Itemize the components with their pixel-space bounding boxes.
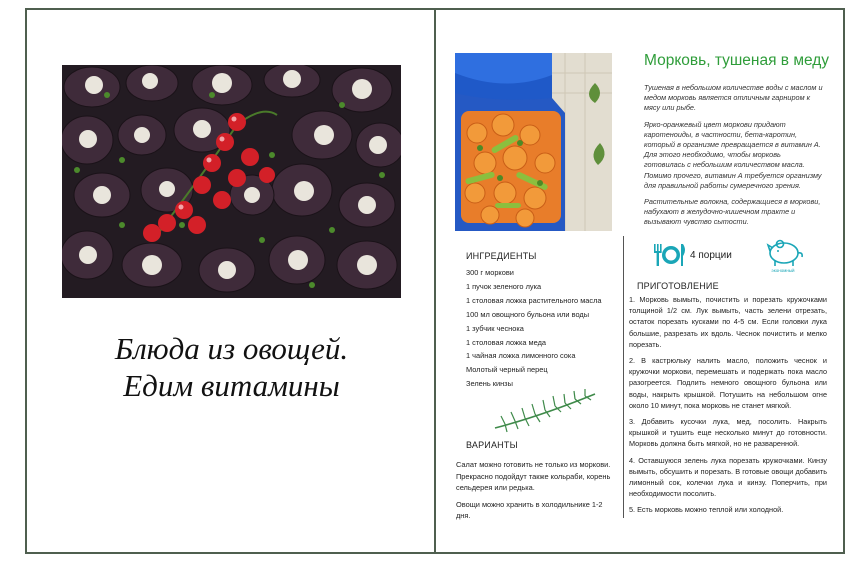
preparation-step: 2. В кастрюльку налить масло, положить чеснок и кружочки моркови, перемешать и подержать пока масло разогреется. Подлить немного овощного бульона или воды, накрыть крышкой. Потушить на небольшом огне около 10 минут, пока морковь не станет мягкой. <box>629 356 827 410</box>
cutlery-plate-icon <box>652 241 688 269</box>
variants-heading: ВАРИАНТЫ <box>466 440 518 450</box>
ingredient-item: 1 пучок зеленого лука <box>466 281 542 291</box>
preparation-step: 1. Морковь вымыть, почистить и порезать кружочками толщиной 1/2 см. Лук вымыть, часть зелени отрезать, остаток порезать кусками по 4-5 см. Если головки лука большие, разрезать их вдоль. Чеснок почистить и мелко порезать. <box>629 295 827 349</box>
variants-paragraph: Овощи можно хранить в холодильнике 1-2 дня. <box>456 499 603 521</box>
ingredients-heading: ИНГРЕДИЕНТЫ <box>466 251 537 261</box>
piggy-bank-icon <box>760 236 806 274</box>
ingredient-item: 1 столовая ложка растительного масла <box>466 295 602 305</box>
preparation-steps <box>629 294 827 521</box>
intro-paragraph: Растительные волокна, содержащиеся в моркови, набухают в желудочно-кишечном тракте и вызывают чувство сытости. <box>644 197 821 227</box>
cover-title-line-2: Едим витамины <box>123 368 340 403</box>
preparation-step: 5. Есть морковь можно теплой или холодной. <box>629 505 784 515</box>
recipe-title: Морковь, тушеная в меду <box>644 52 830 69</box>
eggplant-with-cheese-and-tomatoes-photo <box>62 65 401 298</box>
ingredient-item: 1 чайная ложка лимонного сока <box>466 351 576 361</box>
cover-title <box>62 330 401 404</box>
preparation-heading: ПРИГОТОВЛЕНИЕ <box>637 281 719 291</box>
ingredient-item: 100 мл овощного бульона или воды <box>466 309 590 319</box>
preparation-step: 3. Добавить кусочки лука, мед, посолить. Накрыть крышкой и тушить еще несколько минут до готовности. Морковь должна быть мягкой, но не разваренной. <box>629 417 827 449</box>
ingredient-item: Молотый черный перец <box>466 365 548 375</box>
ingredient-item: 1 зубчик чеснока <box>466 323 524 333</box>
budget-label: экономный <box>771 268 795 273</box>
portions-text: 4 порции <box>690 250 732 261</box>
ingredient-item: Зелень кинзы <box>466 379 513 389</box>
recipe-intro <box>644 83 824 234</box>
herb-sprig-icon <box>491 388 599 434</box>
intro-paragraph: Тушеная в небольшом количестве воды с маслом и медом морковь является отличным гарниром к мясу или рыбе. <box>644 83 823 113</box>
intro-paragraph: Ярко-оранжевый цвет моркови придают каротеноиды, в частности, бета-каротин, который в организме превращается в витамин А. Для этого необходимо, чтобы морковь готовилась с небольшим количеством масла. Помимо прочего, витамин А требуется организму для правильной работы сумеречного зрения. <box>644 119 822 190</box>
ingredient-item: 300 г моркови <box>466 268 514 277</box>
column-divider <box>623 236 624 518</box>
preparation-step: 4. Оставшуюся зелень лука порезать кружочками. Кинзу вымыть, обсушить и порезать. В готовые овощи добавить лимонный сок, колечки лука и кинзу. Поперчить, при необходимости посолить. <box>629 455 827 499</box>
variants-paragraph: Салат можно готовить не только из моркови. Прекрасно подойдут также кольраби, корень сельдерея или редька. <box>456 460 611 493</box>
cover-title-line-1: Блюда из овощей. <box>114 331 349 366</box>
ingredient-item: 1 столовая ложка меда <box>466 337 547 347</box>
ingredients-list <box>466 266 616 391</box>
stewed-carrots-in-blue-container-photo <box>455 53 612 231</box>
book-spine <box>434 8 436 554</box>
variants-text <box>456 459 619 527</box>
